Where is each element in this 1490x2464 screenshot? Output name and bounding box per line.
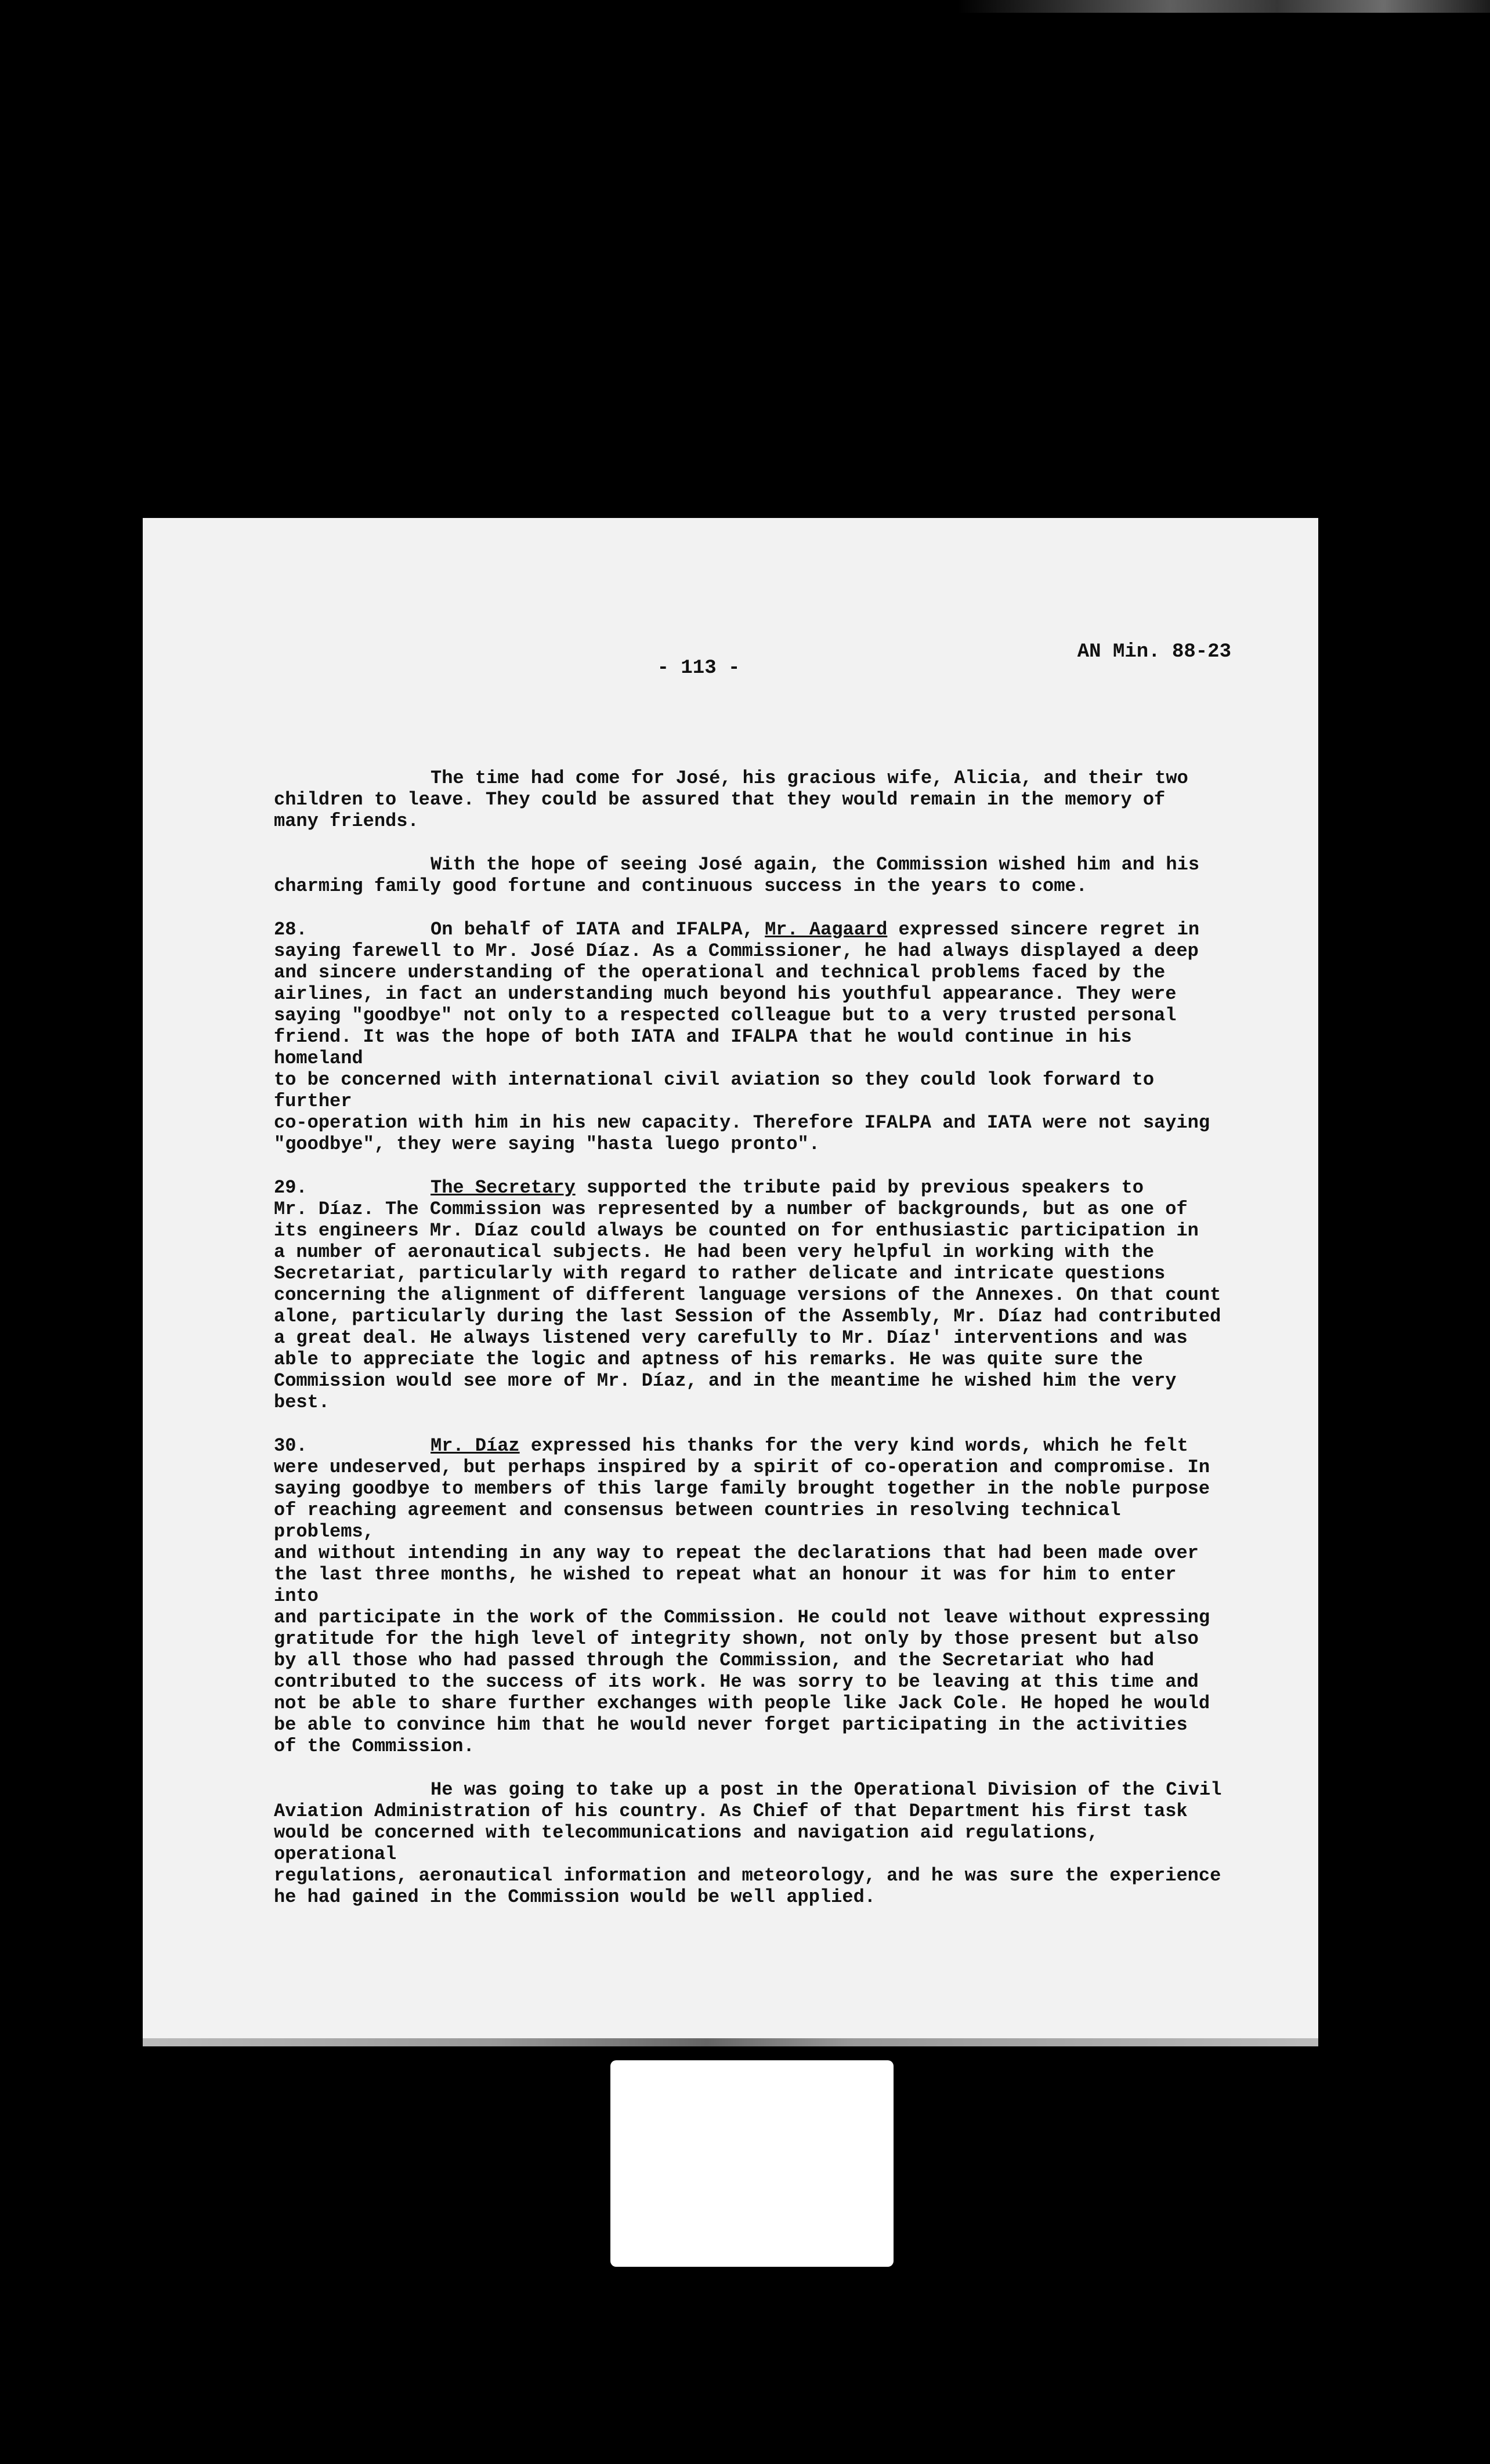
scan-artifact-top xyxy=(957,0,1490,13)
speaker-name: The Secretary xyxy=(431,1177,576,1198)
paragraph-good-wishes xyxy=(274,854,1225,897)
paragraph-text: With the hope of seeing José again, the Commission wished him and his xyxy=(431,854,1200,875)
document-page xyxy=(143,518,1318,2046)
paragraph-number: 30. xyxy=(274,1435,308,1456)
paragraph-number: 28. xyxy=(274,919,308,940)
page-edge-artifact xyxy=(143,2038,1318,2046)
paragraph-text: Aviation Administration of his country. As Chief of that Department his first task would be concerned with telecommunications and navigation aid regulations, operational regulations, aeronautical information and meteorology, and he was sure the experience he had gained in the Commission would be well applied. xyxy=(274,1800,1221,1908)
paragraph-text: On behalf of IATA and IFALPA, xyxy=(431,919,765,940)
document-body xyxy=(274,767,1225,1930)
paragraph-new-post xyxy=(274,1779,1225,1908)
paragraph-text: He was going to take up a post in the Operational Division of the Civil xyxy=(431,1779,1222,1800)
paragraph-text: expressed his thanks for the very kind words, which he felt xyxy=(519,1435,1188,1456)
document-reference: AN Min. 88-23 xyxy=(1077,641,1231,663)
paragraph-text: Mr. Díaz. The Commission was represented by a number of backgrounds, but as one of its engineers Mr. Díaz could always be counted on for enthusiastic participation in a number of aeronautical subjects. He had been very helpful in working with the Secretariat, particularly with regard to rather delicate and intricate questions concerning the alignment of different language versions of the Annexes. On that count alone, particularly during the last Session of the Assembly, Mr. Díaz had contributed a great deal. He always listened very carefully to Mr. Díaz' interventions and was able to appreciate the logic and aptness of his remarks. He was quite sure the Commission would see more of Mr. Díaz, and in the meantime he wished him the very best. xyxy=(274,1198,1221,1413)
paragraph-farewell-family xyxy=(274,767,1225,832)
paragraph-text: The time had come for José, his gracious wife, Alicia, and their two xyxy=(431,767,1188,789)
speaker-name: Mr. Díaz xyxy=(431,1435,520,1456)
paragraph-30 xyxy=(274,1435,1225,1757)
scan-target-card xyxy=(610,2060,894,2267)
paragraph-text: were undeserved, but perhaps inspired by a spirit of co-operation and compromise. In saying goodbye to members of this large family brought together in the noble purpose of reaching agreement and consensus between countries in resolving technical problems, and without intending in any way to repeat the declarations that had been made over the last three months, he wished to repeat what an honour it was for him to enter into and participate in the work of the Commission. He could not leave without expressing gratitude for the high level of integrity shown, not only by those present but also by all those who had passed through the Commission, and the Secretariat who had contributed to the success of its work. He was sorry to be leaving at this time and not be able to share further exchanges with people like Jack Cole. He hoped he would be able to convince him that he would never forget participating in the activities of the Commission. xyxy=(274,1456,1210,1757)
paragraph-28 xyxy=(274,919,1225,1155)
paragraph-text: expressed sincere regret in xyxy=(887,919,1200,940)
paragraph-text: supported the tribute paid by previous speakers to xyxy=(575,1177,1144,1198)
paragraph-text: charming family good fortune and continuous success in the years to come. xyxy=(274,875,1087,897)
speaker-name: Mr. Aagaard xyxy=(765,919,888,940)
paragraph-text: saying farewell to Mr. José Díaz. As a Commissioner, he had always displayed a deep and sincere understanding of the operational and technical problems faced by the airlines, in fact an understanding much beyond his youthful appearance. They were saying "goodbye" not only to a respected colleague but to a very trusted personal friend. It was the hope of both IATA and IFALPA that he would continue in his homeland to be concerned with international civil aviation so they could look forward to further co-operation with him in his new capacity. Therefore IFALPA and IATA were not saying "goodbye", they were saying "hasta luego pronto". xyxy=(274,940,1210,1155)
paragraph-number: 29. xyxy=(274,1177,308,1198)
paragraph-text: children to leave. They could be assured that they would remain in the memory of many friends. xyxy=(274,789,1166,832)
paragraph-29 xyxy=(274,1177,1225,1413)
page-number: - 113 - xyxy=(657,657,740,679)
